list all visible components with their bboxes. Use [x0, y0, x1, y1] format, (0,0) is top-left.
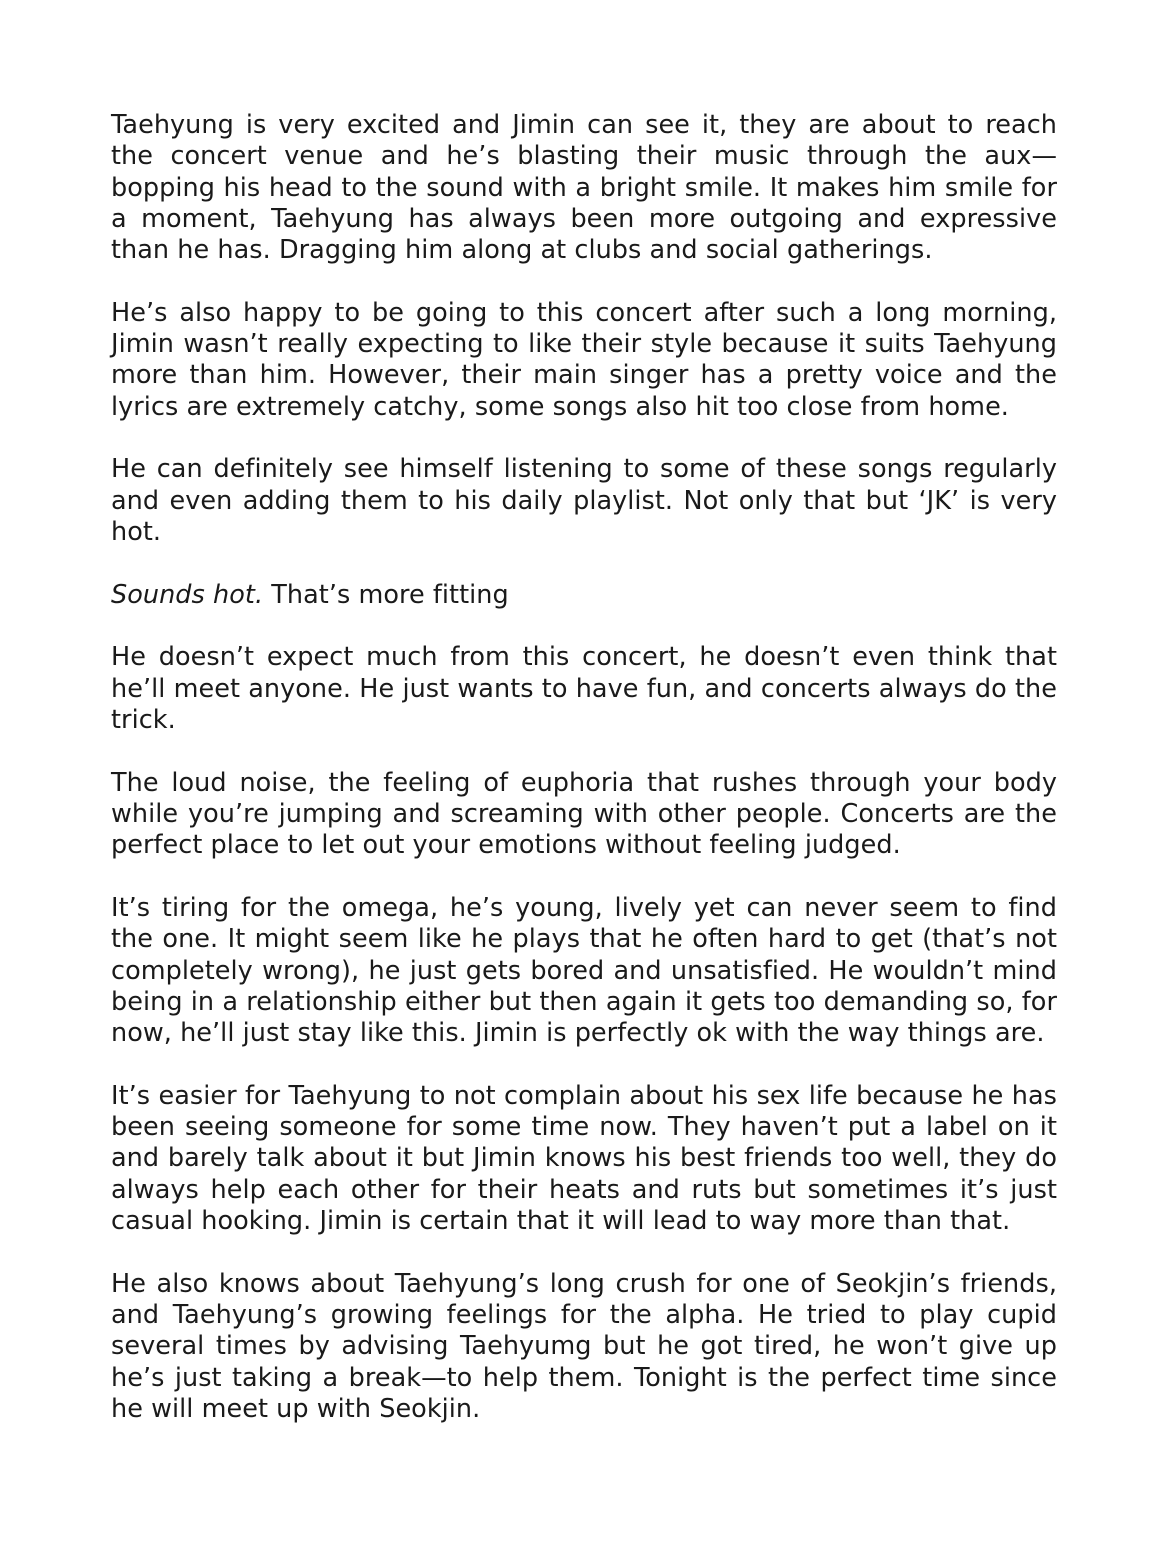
paragraph-8: It’s easier for Taehyung to not complain about his sex life because he has been seeing someone for some time now. They haven’t put a label on it and barely talk about it but Jimin knows his best friends too well, they do always help each other for their heats and ruts but sometimes it’s just casual hooking. Jimin is certain that it will lead to way more than that. [111, 1080, 1057, 1237]
document-page [111, 110, 1057, 1425]
italic-phrase: Sounds hot. [111, 579, 264, 610]
paragraph-6: The loud noise, the feeling of euphoria that rushes through your body while you’re jumping and screaming with other people. Concerts are the perfect place to let out your emotions without feeling judged. [111, 767, 1057, 861]
paragraph-3: He can definitely see himself listening to some of these songs regularly and even adding them to his daily playlist. Not only that but ‘JK’ is very hot. [111, 454, 1057, 548]
paragraph-4 [111, 580, 1057, 611]
paragraph-7: It’s tiring for the omega, he’s young, lively yet can never seem to find the one. It might seem like he plays that he often hard to get (that’s not completely wrong), he just gets bored and unsatisfied. He wouldn’t mind being in a relationship either but then again it gets too demanding so, for now, he’ll just stay like this. Jimin is perfectly ok with the way things are. [111, 892, 1057, 1049]
paragraph-1: Taehyung is very excited and Jimin can see it, they are about to reach the concert venue and he’s blasting their music through the aux—bopping his head to the sound with a bright smile. It makes him smile for a moment, Taehyung has always been more outgoing and expressive than he has. Dragging him along at clubs and social gatherings. [111, 110, 1057, 266]
paragraph-2: He’s also happy to be going to this concert after such a long morning, Jimin wasn’t really expecting to like their style because it suits Taehyung more than him. However, their main singer has a pretty voice and the lyrics are extremely catchy, some songs also hit too close from home. [111, 297, 1057, 422]
paragraph-4-text: That’s more fitting [263, 579, 509, 610]
paragraph-9: He also knows about Taehyung’s long crush for one of Seokjin’s friends, and Taehyung’s growing feelings for the alpha. He tried to play cupid several times by advising Taehyumg but he got tired, he won’t give up he’s just taking a break—to help them. Tonight is the perfect time since he will meet up with Seokjin. [111, 1268, 1057, 1424]
paragraph-5: He doesn’t expect much from this concert, he doesn’t even think that he’ll meet anyone. He just wants to have fun, and concerts always do the trick. [111, 642, 1057, 736]
